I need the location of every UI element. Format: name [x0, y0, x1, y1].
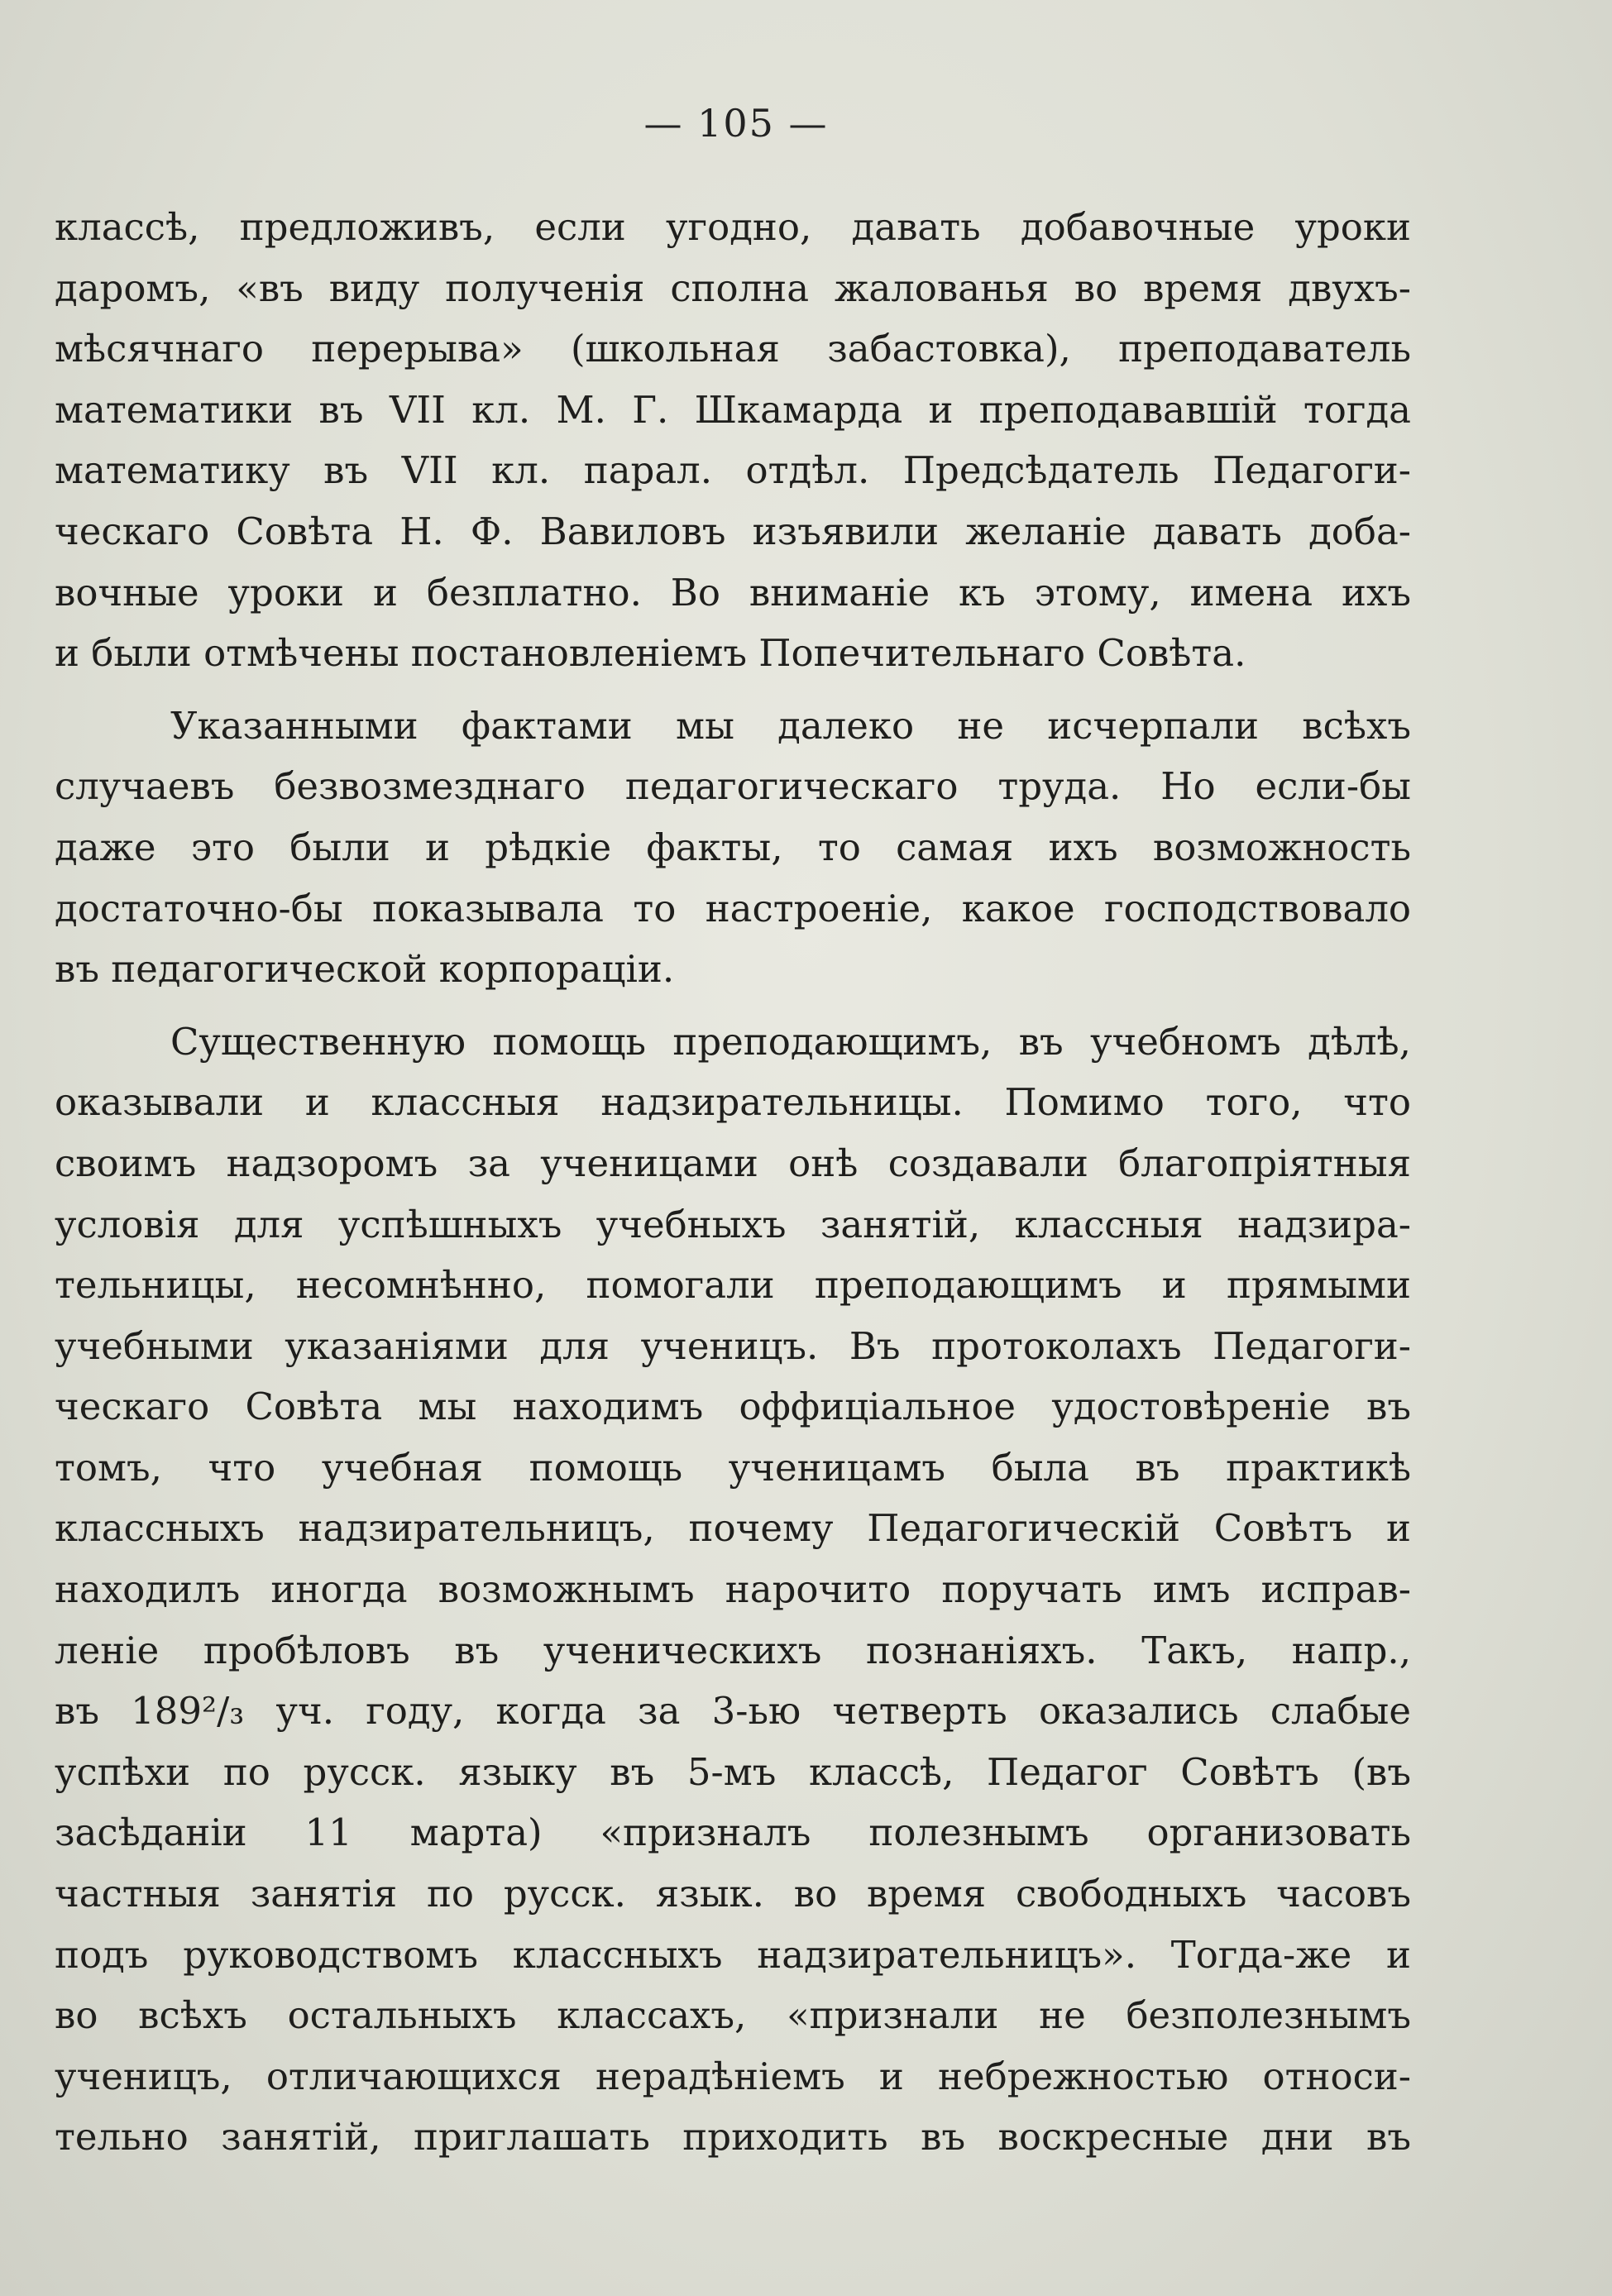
- text-line: находилъ иногда возможнымъ нарочито поручать имъ исправ-: [55, 1567, 1411, 1612]
- text-line: и были отмѣчены постановленіемъ Попечительнаго Совѣта.: [55, 631, 1246, 676]
- text-line: условія для успѣшныхъ учебныхъ занятій, классныя надзира-: [55, 1202, 1411, 1246]
- text-line: даже это были и рѣдкіе факты, то самая ихъ возможность: [55, 825, 1411, 869]
- text-line: успѣхи по русск. языку въ 5-мъ классѣ, Педагог Совѣтъ (въ: [55, 1749, 1411, 1794]
- text-line: своимъ надзоромъ за ученицами онѣ создавали благопріятныя: [55, 1141, 1411, 1185]
- text-line: математики въ VII кл. М. Г. Шкамарда и преподававшій тогда: [55, 387, 1411, 432]
- text-line: во всѣхъ остальныхъ классахъ, «признали не безполезнымъ: [55, 1993, 1411, 2038]
- text-line: въ 189²/₃ уч. году, когда за 3-ью четверть оказались слабые: [55, 1689, 1411, 1734]
- text-line: классѣ, предложивъ, если угодно, давать добавочные уроки: [55, 205, 1411, 249]
- paragraph-gap: [55, 684, 1411, 696]
- text-line: тельно занятій, приглашать приходить въ воскресные дни въ: [55, 2115, 1411, 2160]
- text-line: ученицъ, отличающихся нерадѣніемъ и небрежностью относи-: [55, 2054, 1411, 2098]
- text-line: подъ руководствомъ классныхъ надзирательницъ». Тогда-же и: [55, 1932, 1411, 1977]
- text-line: Указанными фактами мы далеко не исчерпали всѣхъ: [170, 703, 1411, 748]
- text-line: леніе пробѣловъ въ ученическихъ познаніяхъ. Такъ, напр.,: [55, 1628, 1411, 1672]
- text-line: Существенную помощь преподающимъ, въ учебномъ дѣлѣ,: [170, 1019, 1411, 1064]
- text-line: оказывали и классныя надзирательницы. Помимо того, что: [55, 1080, 1411, 1125]
- text-line: даромъ, «въ виду полученія сполна жалованья во время двухъ-: [55, 265, 1411, 310]
- paragraph-2: [55, 696, 1411, 1000]
- text-line: достаточно-бы показывала то настроеніе, какое господствовало: [55, 886, 1411, 930]
- text-line: частныя занятія по русск. язык. во время свободныхъ часовъ: [55, 1872, 1411, 1916]
- text-line: классныхъ надзирательницъ, почему Педагогическій Совѣтъ и: [55, 1506, 1411, 1551]
- body-text: [55, 197, 1411, 2168]
- text-line: случаевъ безвозмезднаго педагогическаго труда. Но если-бы: [55, 764, 1411, 809]
- text-line: тельницы, несомнѣнно, помогали преподающимъ и прямыми: [55, 1263, 1411, 1308]
- text-line: учебными указаніями для ученицъ. Въ протоколахъ Педагоги-: [55, 1323, 1411, 1368]
- text-line: въ педагогической корпораціи.: [55, 947, 675, 992]
- paragraph-gap: [55, 1000, 1411, 1012]
- text-line: мѣсячнаго перерыва» (школьная забастовка), преподаватель: [55, 327, 1411, 371]
- paragraph-1: [55, 197, 1411, 684]
- page-number: — 105 —: [643, 101, 829, 146]
- text-line: ческаго Совѣта Н. Ф. Вавиловъ изъявили желаніе давать доба-: [55, 509, 1411, 553]
- text-line: математику въ VII кл. парал. отдѣл. Предсѣдатель Педагоги-: [55, 448, 1411, 493]
- text-line: вочные уроки и безплатно. Во вниманіе къ этому, имена ихъ: [55, 570, 1411, 615]
- text-line: томъ, что учебная помощь ученицамъ была въ практикѣ: [55, 1445, 1411, 1490]
- text-line: ческаго Совѣта мы находимъ оффиціальное удостовѣреніе въ: [55, 1385, 1411, 1429]
- paragraph-3: [55, 1012, 1411, 2168]
- text-line: засѣданіи 11 марта) «призналъ полезнымъ организовать: [55, 1810, 1411, 1855]
